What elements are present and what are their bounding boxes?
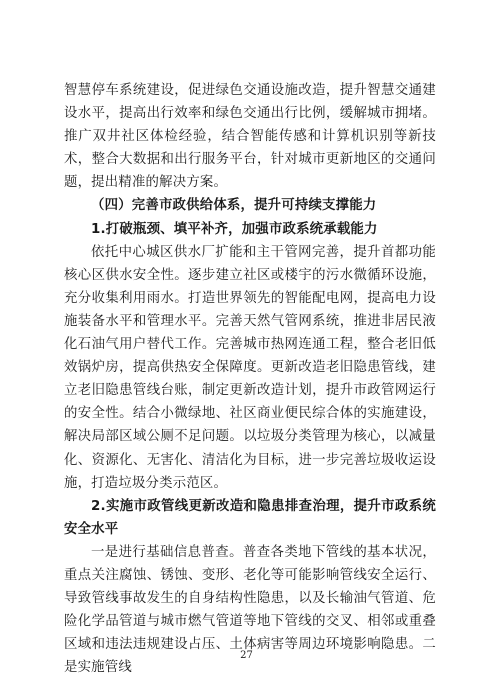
subsection-2-paragraph: 一是进行基础信息普查。普查各类地下管线的基本状况，重点关注腐蚀、锈蚀、变形、老化等可能影响管线安全运行、导致管线事故发生的自身结构性隐患，以及长输油气管道、危险化学品管道与城市燃气管道等地下管线的交叉、相邻或重叠区域和违法违规建设占压、土体病害等周边环境影响隐患。二是实施管线 bbox=[64, 544, 436, 676]
page-number: 27 bbox=[240, 650, 253, 661]
subsection-heading-1: 1.打破瓶颈、填平补齐，加强市政系统承载能力 bbox=[91, 221, 378, 237]
subsection-1-paragraph: 依托中心城区供水厂扩能和主干管网完善，提升首都功能核心区供水安全性。逐步建立社区或楼宇的污水微循环设施，充分收集利用雨水。打造世界领先的智能配电网，提高电力设施装备水平和管理水平。完善天然气管网系统，推进非居民液化石油气用户替代工作。完善城市热网连通工程，整合老旧低效锅炉房，提高供热安全保障度。更新改造老旧隐患管线，建立老旧隐患管线台账，制定更新改造计划，提升市政管网运行的安全性。结合小微绿地、社区商业便民综合体的实施建设，解决局部区域公厕不足问题。以垃圾分类管理为核心，以减量化、资源化、无害化、清洁化为目标，进一步完善垃圾收运设施，打造垃圾分类示范区。 bbox=[64, 244, 436, 491]
intro-paragraph: 智慧停车系统建设，促进绿色交通设施改造，提升智慧交通建设水平，提高出行效率和绿色交通出行比例，缓解城市拥堵。推广双井社区体检经验，结合智能传感和计算机识别等新技术，整合大数据和出行服务平台，针对城市更新地区的交通问题，提出精准的解决方案。 bbox=[64, 83, 436, 191]
section-heading: （四）完善市政供给体系，提升可持续支撑能力 bbox=[91, 198, 377, 214]
subsection-heading-2: 2.实施市政管线更新改造和隐患排查治理，提升市政系统安全水平 bbox=[64, 498, 436, 537]
page-body bbox=[64, 79, 436, 679]
